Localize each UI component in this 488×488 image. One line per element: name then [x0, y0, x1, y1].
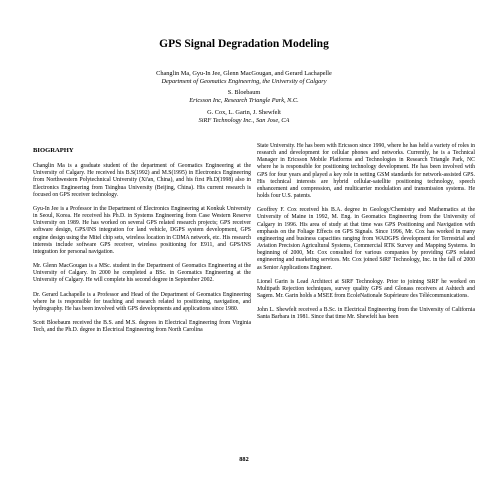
left-column [33, 147, 251, 341]
right-column [257, 143, 475, 328]
bio-paragraph: Mr. Glenn MacGougan is a MSc. student in the Department of Geomatics Engineering at the University of Calgary. In 2000 he completed a BSc. in Geomatics Engineering at the University of Calgary. He will complete his second degree in September 2002. [33, 263, 251, 284]
bio-paragraph: Scott Bloebaum received the B.S. and M.S. degrees in Electrical Engineering from Virginia Tech, and the Ph.D. degree in Electrical Engineering from North Carolina [33, 319, 251, 334]
author-affiliation-1: Department of Geomatics Engineering, the University of Calgary [161, 78, 327, 85]
author-affiliation-2: Ericsson Inc, Research Triangle Park, N.C. [189, 97, 299, 104]
author-names-2: S. Bloebaum [227, 89, 261, 96]
paper-title: GPS Signal Degradation Modeling [159, 38, 329, 50]
bio-paragraph: Changlin Ma is a graduate student of the department of Geomatics Engineering at the University of Calgary. He received his B.S(1992) and M.S(1995) in Electronics Engineering from Northwestern Polytechnical University (Xi'an, China), and his first Ph.D(1998) also in Electronics Engineering from Tsinghua University (Beijing, China). His current research is focused on GPS receiver technology. [33, 163, 251, 198]
bio-paragraph: Gyu-In Jee is a Professor in the Department of Electronics Engineering at Konkuk University in Seoul, Korea. He received his Ph.D. in Systems Engineering from Case Western Reserve University on 1989. He has worked on several GPS related research projects; GPS receiver software design, GPS/INS integration for land vehicle, DGPS system development, GPS engine design using the Mitel chip sets, wireless location in CDMA network, etc. His research interests include software GPS receiver, wireless positioning for E911, and GPS/INS integration for personal navigation. [33, 205, 251, 255]
section-heading: BIOGRAPHY [33, 147, 74, 154]
bio-paragraph: Lionel Garin is Lead Architect at SiRF Technology. Prior to joining SiRF he worked on Multipath Rejection techniques, survey quality GPS and Glonass receivers at Ashtech and Sagem. Mr. Garin holds a MSEE from EcoleNationale Supérieure des Télécommunications. [257, 278, 475, 299]
author-block-3 [0, 109, 488, 125]
author-block-1 [0, 70, 488, 86]
bio-paragraph: Dr. Gerard Lachapelle is a Professor and Head of the Department of Geomatics Engineering where he is responsible for teaching and research related to positioning, navigation, and hydrography. He has been involved with GPS developments and applications since 1980. [33, 291, 251, 312]
author-names-3: G. Cox, L. Garin, J. Shewfelt [207, 109, 281, 116]
bio-paragraph: State University. He has been with Ericsson since 1990, where he has held a variety of roles in research and development for cellular phones and networks. Currently, he is a Technical Manager in Ericsson Mobile Platforms and Technologies in Research Triangle Park, NC where he is responsible for positioning technology development. He has been involved with GPS for four years and played a key role in setting GSM standards for network-assisted GPS. His technical interests are hybrid cellular-satellite positioning technology, speech enhancement and compression, and multicarrier modulation and transmission systems. He holds four U.S. patents. [257, 143, 475, 200]
author-block-2 [0, 89, 488, 105]
bio-paragraph: Geoffrey F. Cox received his B.A. degree in Geology/Chemistry and Mathematics at the University of Maine in 1992, M. Eng. in Geomatics Engineering from the University of Calgary in 1996. His area of study at that time was GPS Positioning and Navigation with emphasis on the Foliage Effects on GPS Signals. Since 1996, Mr. Cox has worked in many engineering and business capacities ranging from WADGPS development for Terrestrial and Aviation Precision Agricultural Systems, Commercial RTK Survey and Mapping Systems. In beginning of 2000, Mr. Cox consulted for various companies by providing GPS related engineering and marketing services. Mr. Cox joined SiRF Technology, Inc. in the fall of 2000 as Senior Applications Engineer. [257, 207, 475, 271]
author-affiliation-3: SiRF Technology Inc., San Jose, CA [198, 117, 290, 124]
author-names-1: Changlin Ma, Gyu-In Jee, Glenn MacGougan, and Gerard Lachapelle [156, 70, 332, 77]
page-number: 882 [239, 456, 249, 463]
bio-paragraph: John L. Shewfelt received a B.Sc. in Electrical Engineering from the University of California Santa Barbara in 1981. Since that time Mr. Shewfelt has been [257, 307, 475, 321]
